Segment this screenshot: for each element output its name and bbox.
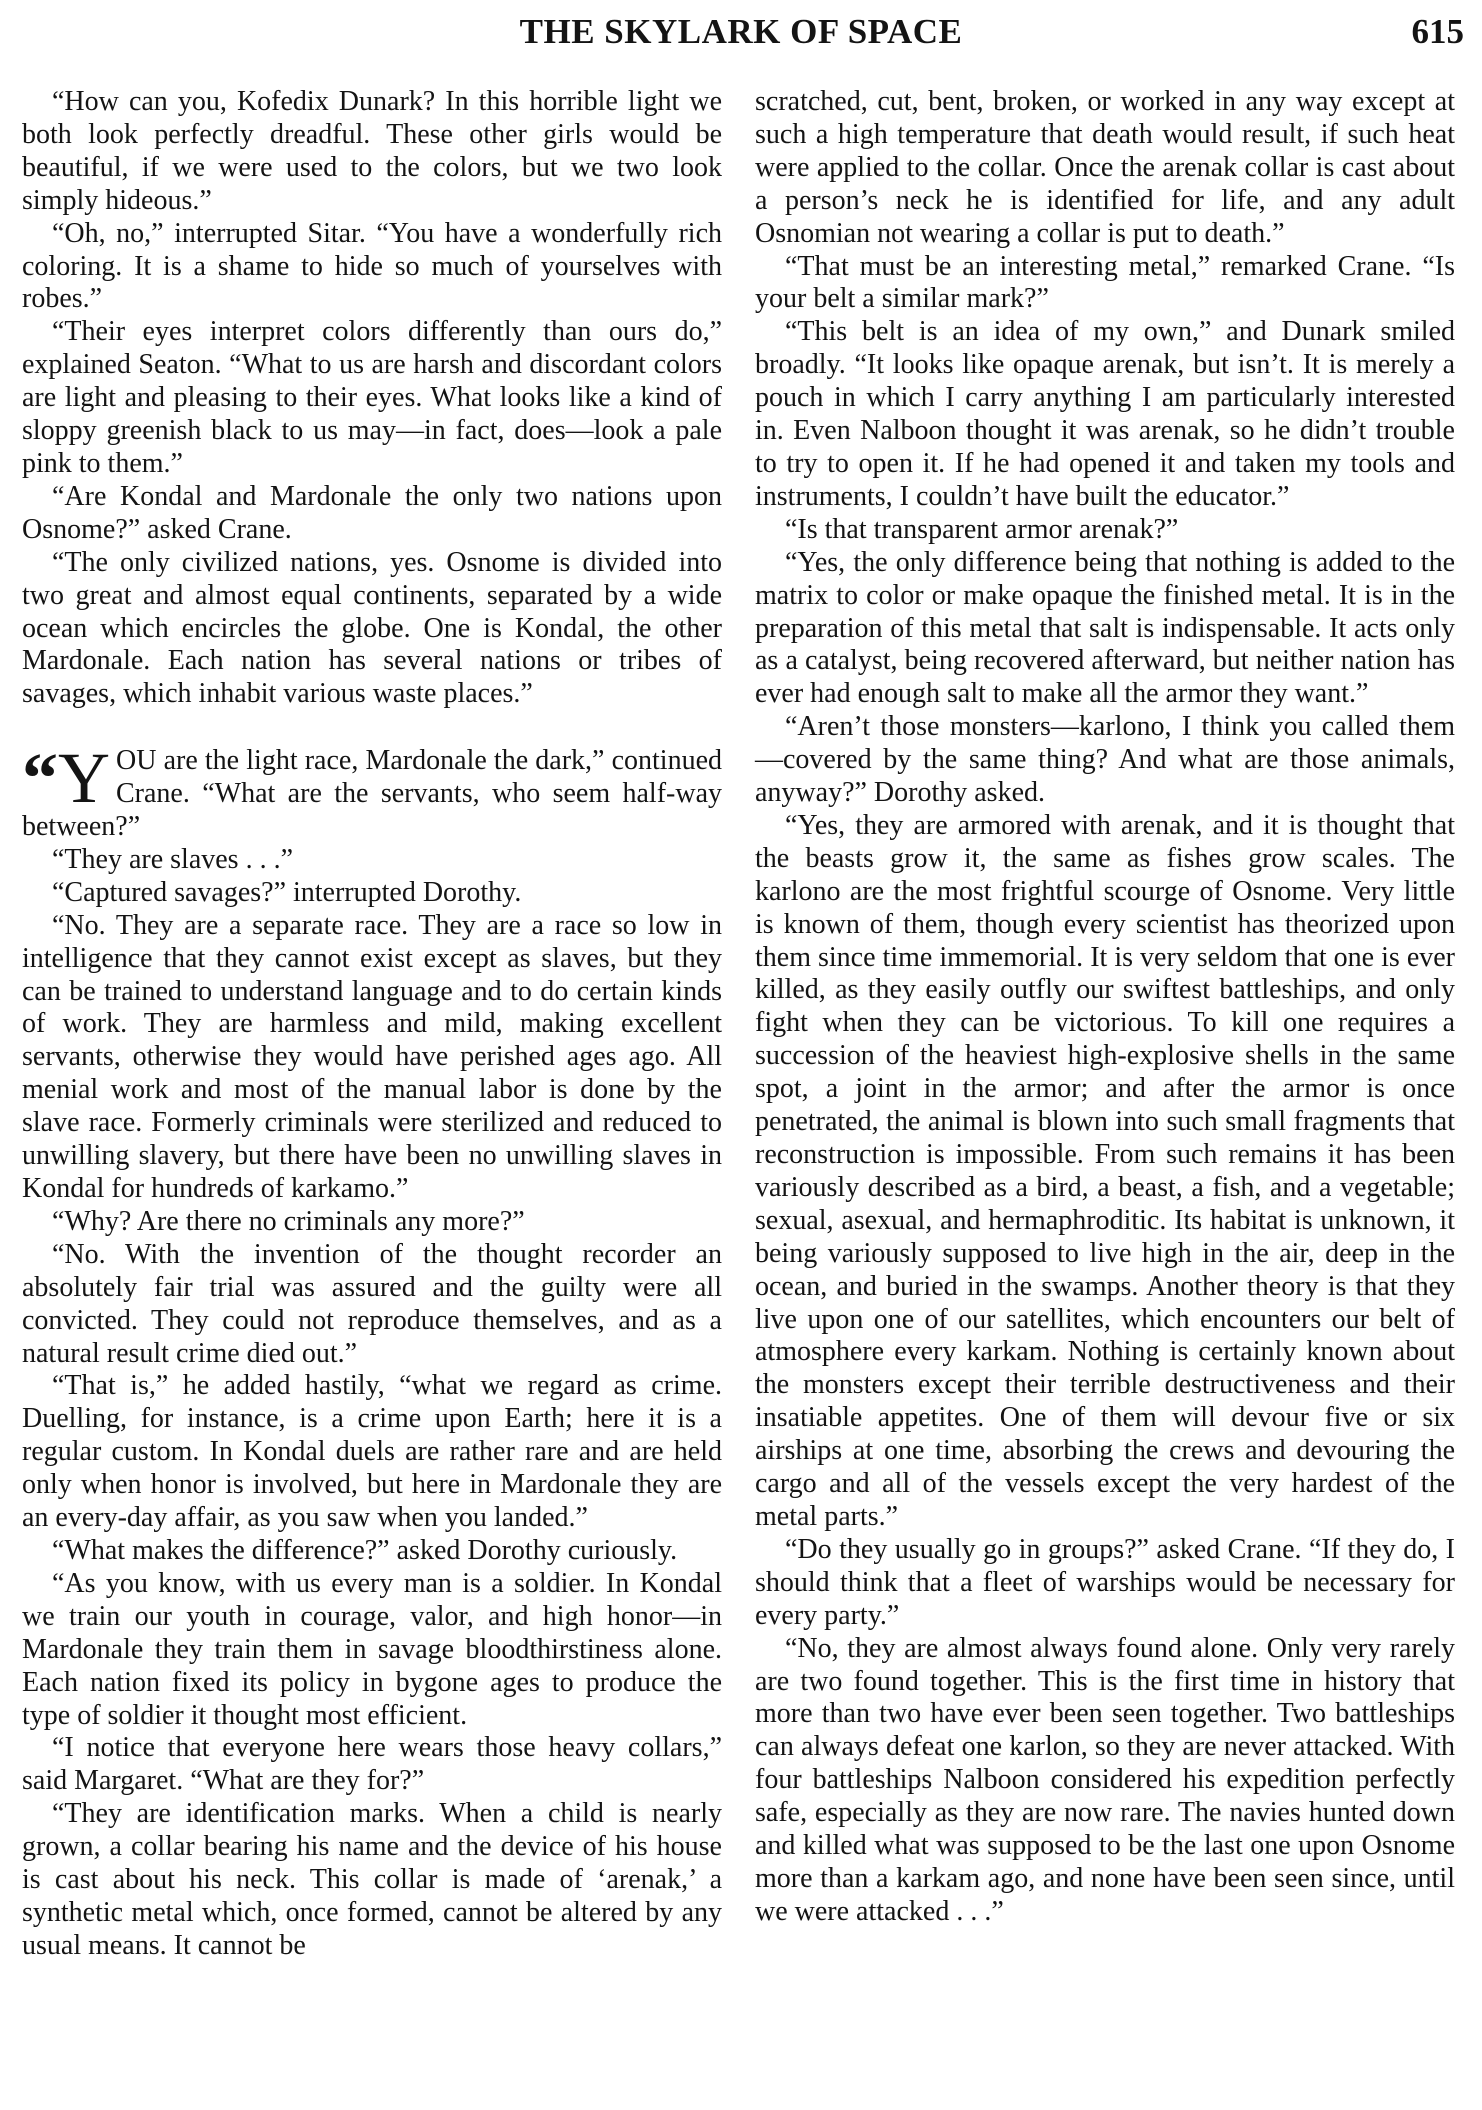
running-header	[0, 12, 1482, 68]
running-title: THE SKYLARK OF SPACE	[519, 12, 963, 51]
drop-cap-letter: Y	[58, 738, 110, 819]
paragraph: “They are slaves . . .”	[52, 843, 293, 875]
paragraph: “That must be an interesting metal,” remarked Crane. “Is your belt a similar mark?”	[755, 250, 1455, 315]
paragraph: “Oh, no,” interrupted Sitar. “You have a wonderfully rich coloring. It is a shame to hide so much of yourselves with robes.”	[22, 217, 722, 315]
drop-cap-quote: “	[22, 738, 58, 819]
paragraph: “Their eyes interpret colors differently than ours do,” explained Seaton. “What to us are harsh and discordant colors are light and pleasing to their eyes. What looks like a kind of sloppy greenish black to us may—in fact, does—look a pale pink to them.”	[22, 316, 722, 479]
paragraph: “Yes, the only difference being that nothing is added to the matrix to color or make opaque the finished metal. It is in the preparation of this metal that salt is indispensable. It acts only as a catalyst, being recovered afterward, but neither nation has ever had enough salt to make all the armor they want.”	[755, 546, 1455, 710]
paragraph: “No. They are a separate race. They are a race so low in intelligence that they cannot exist except as slaves, but they can be trained to understand language and to do certain kinds of work. They are harmless and mild, making excellent servants, otherwise they would have perished ages ago. All menial work and most of the manual labor is done by the slave race. Formerly criminals were sterilized and reduced to unwilling slavery, but there have been no unwilling slaves in Kondal for hundreds of karkamo.”	[22, 909, 722, 1204]
left-column	[22, 86, 722, 1963]
paragraph: “What makes the difference?” asked Dorothy curiously.	[52, 1534, 678, 1566]
continued-paragraph: scratched, cut, bent, broken, or worked in any way except at such a high temperature that death would result, if such heat were applied to the collar. Once the arenak collar is cast about a person’s neck he is identified for life, and any adult Osnomian not wearing a collar is put to death.”	[755, 86, 1455, 249]
paragraph: “This belt is an idea of my own,” and Dunark smiled broadly. “It looks like opaque arenak, but isn’t. It is merely a pouch in which I carry anything I am particularly interested in. Even Nalboon thought it was arenak, so he didn’t trouble to try to open it. If he had opened it and taken my tools and instruments, I couldn’t have built the educator.”	[755, 316, 1455, 512]
dropcap-paragraph	[22, 738, 722, 844]
right-column	[755, 86, 1455, 1929]
paragraph: “No. With the invention of the thought recorder an absolutely fair trial was assured and the guilty were all convicted. They could not reproduce themselves, and as a natural result crime died out.”	[22, 1238, 722, 1369]
drop-cap-text: OU are the light race, Mardonale the dark,” continued Crane. “What are the servants, who seem half-way between?”	[22, 745, 722, 843]
page-number: 615	[1411, 12, 1464, 51]
paragraph: “No, they are almost always found alone. Only very rarely are two found together. This is the first time in history that more than two have ever been seen together. Two battleships can always defeat one karlon, so they are never attacked. With four battleships Nalboon considered his expedition perfectly safe, especially as they are now rare. The navies hunted down and killed what was supposed to be the last one upon Osnome more than a karkam ago, and none have been seen since, until we were attacked . . .”	[755, 1632, 1455, 1927]
paragraph: “Is that transparent armor arenak?”	[785, 513, 1179, 545]
paragraph: “Captured savages?” interrupted Dorothy.	[52, 876, 522, 908]
paragraph: “Why? Are there no criminals any more?”	[52, 1205, 525, 1237]
paragraph: “Do they usually go in groups?” asked Crane. “If they do, I should think that a fleet of warships would be necessary for every party.”	[755, 1533, 1455, 1631]
paragraph: “Yes, they are armored with arenak, and it is thought that the beasts grow it, the same as fishes grow scales. The karlono are the most frightful scourge of Osnome. Very little is known of them, though every scientist has theorized upon them since time immemorial. It is very seldom that one is ever killed, as they easily outfly our swiftest battleships, and only fight when they can be victorious. To kill one requires a succession of the heaviest high-explosive shells in the same spot, a joint in the armor; and after the armor is once penetrated, the animal is blown into such small fragments that reconstruction is impossible. From such remains it has been variously described as a bird, a beast, a fish, and a vegetable; sexual, asexual, and hermaphroditic. Its habitat is unknown, it being variously supposed to live high in the air, deep in the ocean, and buried in the swamps. Another theory is that they live upon one of our satellites, which encounters our belt of atmosphere every karkam. Nothing is certainly known about the monsters except their terrible destructiveness and their insatiable appetites. One of them will devour five or six airships at one time, absorbing the crews and devouring the cargo and all of the vessels except the very hardest of the metal parts.”	[755, 809, 1455, 1532]
paragraph: “The only civilized nations, yes. Osnome is divided into two great and almost equal continents, separated by a wide ocean which encircles the globe. One is Kondal, the other Mardonale. Each nation has several nations or tribes of savages, which inhabit various waste places.”	[22, 546, 722, 710]
paragraph: “Are Kondal and Mardonale the only two nations upon Osnome?” asked Crane.	[22, 480, 722, 545]
paragraph: “I notice that everyone here wears those heavy collars,” said Margaret. “What are they for?”	[22, 1732, 722, 1797]
paragraph: “Aren’t those monsters—karlono, I think you called them—covered by the same thing? And what are those animals, anyway?” Dorothy asked.	[755, 711, 1455, 809]
paragraph: “They are identification marks. When a child is nearly grown, a collar bearing his name and the device of his house is cast about his neck. This collar is made of ‘arenak,’ a synthetic metal which, once formed, cannot be altered by any usual means. It cannot be	[22, 1798, 722, 1961]
paragraph: “That is,” he added hastily, “what we regard as crime. Duelling, for instance, is a crime upon Earth; here it is a regular custom. In Kondal duels are rather rare and are held only when honor is involved, but here in Mardonale they are an every-day affair, as you saw when you landed.”	[22, 1370, 722, 1534]
paragraph: “As you know, with us every man is a soldier. In Kondal we train our youth in courage, valor, and high honor—in Mardonale they train them in savage bloodthirstiness alone. Each nation fixed its policy in bygone ages to produce the type of soldier it thought most efficient.	[22, 1567, 722, 1731]
drop-cap	[22, 738, 110, 819]
paragraph: “How can you, Kofedix Dunark? In this horrible light we both look perfectly dreadful. These other girls would be beautiful, if we were used to the colors, but we two look simply hideous.”	[22, 86, 722, 216]
section-break	[22, 711, 722, 745]
